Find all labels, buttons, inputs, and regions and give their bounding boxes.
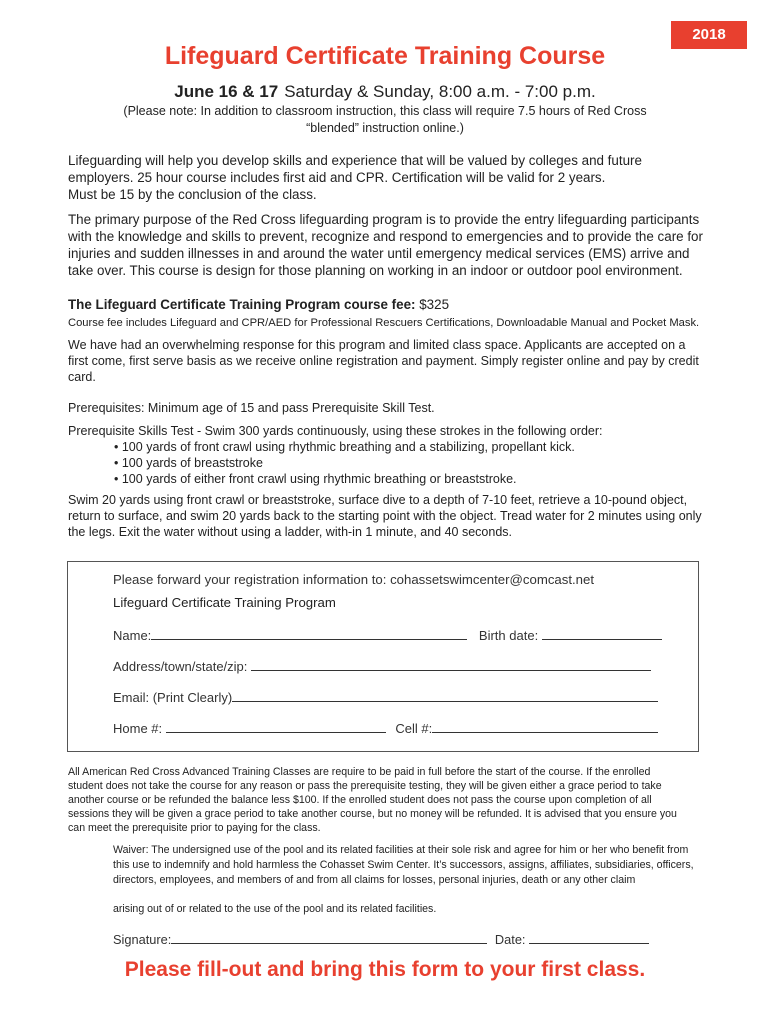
address-row bbox=[113, 658, 651, 674]
fee-section bbox=[68, 296, 708, 331]
response-paragraph: We have had an overwhelming response for this program and limited class space. Applicants are accepted on a first come, first serve basis as we receive online registration and payment. Simply register online and pay by credit card. bbox=[68, 338, 699, 384]
skills-test-text: - Swim 300 yards continuously, using these strokes in the following order: bbox=[193, 424, 603, 438]
purpose-paragraph: The primary purpose of the Red Cross lifeguarding program is to provide the entry lifeguarding participants with the knowledge and skills to prevent, recognize and respond to emergencies and to provide the care for injuries and sudden illnesses in and around the water until emergency medical services (EMS) arrive and take over. This course is design for those planning on working in an indoor or outdoor pool environment. bbox=[68, 212, 703, 278]
list-item: • 100 yards of front crawl using rhythmic breathing and a stabilizing, propellant kick. bbox=[114, 439, 708, 455]
signature-field[interactable] bbox=[171, 931, 487, 944]
form-program-title: Lifeguard Certificate Training Program bbox=[113, 595, 336, 610]
swim-requirements: Swim 20 yards using front crawl or breaststroke, surface dive to a depth of 7-10 feet, retrieve a 10-pound object, return to surface, and swim 20 yards back to the starting point with the object. Tread water for 2 minutes using only the legs. Exit the water without using a ladder, with-in 1 minute, and 40 seconds. bbox=[68, 493, 702, 539]
dates-bold: June 16 & 17 bbox=[174, 82, 279, 101]
closing-instruction: Please fill-out and bring this form to your first class. bbox=[124, 958, 646, 981]
cell-phone-label: Cell #: bbox=[395, 721, 433, 736]
list-item: • 100 yards of breaststroke bbox=[114, 455, 708, 471]
prereq-text: Minimum age of 15 and pass Prerequisite Skill Test. bbox=[147, 401, 435, 415]
skills-test-label: Prerequisite Skills Test bbox=[68, 424, 194, 438]
phone-row bbox=[113, 720, 658, 736]
registration-form-box bbox=[67, 561, 699, 752]
cell-phone-field[interactable] bbox=[432, 720, 658, 733]
age-requirement: Must be 15 by the conclusion of the class. bbox=[68, 187, 317, 202]
name-row bbox=[113, 627, 662, 643]
home-phone-label: Home #: bbox=[113, 721, 163, 736]
waiver-text-continued: arising out of or related to the use of the pool and its related facilities. bbox=[113, 903, 437, 915]
fee-label: The Lifeguard Certificate Training Program course fee: bbox=[68, 297, 416, 312]
fee-includes: Course fee includes Lifeguard and CPR/AED for Professional Rescuers Certifications, Downloadable Manual and Pocket Mask. bbox=[68, 317, 700, 329]
email-row bbox=[113, 689, 658, 705]
prereq-label: Prerequisites: bbox=[68, 401, 145, 415]
email-field[interactable] bbox=[232, 689, 658, 702]
skills-test bbox=[68, 423, 708, 487]
waiver-text: Waiver: The undersigned use of the pool and its related facilities at their sole risk and agree for him or her who benefit from this use to indemnify and hold harmless the Cohasset Swim Center. It’s successors, assigns, affiliates, subsidiaries, officers, directors, employees, and members of and from all claims for losses, personal injuries, death or any other claim bbox=[113, 844, 694, 886]
page-title: Lifeguard Certificate Training Course bbox=[164, 42, 606, 70]
prerequisites bbox=[68, 400, 708, 417]
home-phone-field[interactable] bbox=[166, 720, 386, 733]
signature-row bbox=[113, 931, 649, 947]
name-label: Name: bbox=[113, 628, 152, 643]
payment-policy: All American Red Cross Advanced Training Classes are require to be paid in full before the start of the course. If the enrolled student does not take the course for any reason or pass the prerequisite testing, they will be given either a grace period to take another course or be refunded the balance less $100. If the enrolled student does not pass the course upon completion of all sessions they will be given a grace period to take another course, but no money will be refunded. It is advised that you ensure you can meet the prerequisite prior to paying for the class. bbox=[68, 766, 677, 834]
intro-text: Lifeguarding will help you develop skills and experience that will be valued by colleges and future employers. 25 hour course includes first aid and CPR. Certification will be valid for 2 years. bbox=[68, 153, 642, 185]
birth-date-field[interactable] bbox=[542, 627, 662, 640]
date-label: Date: bbox=[494, 932, 526, 947]
blended-note: (Please note: In addition to classroom instruction, this class will require 7.5 hours of Red Cross “blended” instruction online.) bbox=[123, 104, 647, 135]
name-field[interactable] bbox=[151, 627, 467, 640]
skills-list bbox=[68, 439, 708, 487]
signature-label: Signature: bbox=[113, 932, 172, 947]
address-field[interactable] bbox=[251, 658, 651, 671]
intro-paragraph bbox=[68, 152, 708, 203]
year-badge: 2018 bbox=[671, 21, 747, 49]
forward-email-text: Please forward your registration information to: cohassetswimcenter@comcast.net bbox=[113, 572, 595, 587]
address-label: Address/town/state/zip: bbox=[113, 659, 248, 674]
birth-date-label: Birth date: bbox=[478, 628, 539, 643]
fee-amount: $325 bbox=[419, 297, 450, 312]
course-dates bbox=[0, 82, 770, 102]
dates-rest: Saturday & Sunday, 8:00 a.m. - 7:00 p.m. bbox=[284, 82, 596, 101]
list-item: • 100 yards of either front crawl using rhythmic breathing or breaststroke. bbox=[114, 471, 708, 487]
email-label: Email: (Print Clearly) bbox=[113, 690, 233, 705]
date-field[interactable] bbox=[529, 931, 649, 944]
